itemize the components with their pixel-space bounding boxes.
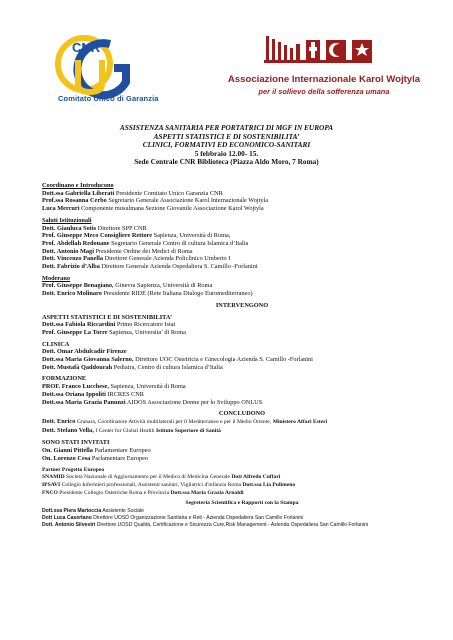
title-line-3: CLINICI, FORMATIVI ED ECONOMICO-SANITARI	[142, 140, 311, 150]
partner-role: Collegio Infermieri professionali, Assistenti sanitari, Vigilatrici d'infanzia Roma	[61, 481, 242, 488]
staff-role: Direttore UOSD Organizzazione Sanitaria e Reti - Azienda Ospedaliera San Camillo Forlanini	[93, 515, 304, 522]
partner-contact: Dott.ssa Lia Pulimeno	[242, 481, 296, 488]
list-item	[42, 240, 442, 248]
speaker-affiliation: Ministero Affari Esteri	[272, 418, 328, 425]
speaker-role: Sapienza, Universita’ di Roma	[109, 328, 186, 336]
speaker-name: Dott.ssa Fabiola Riccardini	[42, 321, 116, 329]
speaker-role: Ginevra Sapienza, Università di Roma	[115, 282, 213, 290]
list-item	[42, 255, 442, 263]
speaker-name: Dott.ssa Gabriella Liberati	[42, 189, 115, 197]
list-item	[42, 427, 442, 436]
cug-logo-text: CNR	[72, 40, 101, 55]
speaker-name: Dott.ssa Oriana Ippoliti	[42, 390, 106, 398]
speaker-name: Dott. Antonio Magi	[42, 247, 94, 255]
list-item	[42, 418, 442, 427]
list-item	[42, 197, 442, 205]
speaker-name: Dott. Stefano Vella,	[42, 426, 94, 434]
speaker-name: On. Gianni Pittella	[42, 447, 93, 455]
list-item	[42, 364, 442, 372]
partner-name: SNAMID	[42, 474, 65, 481]
speaker-role: Presidente RIDE (Rete Italiana Dialogo Euromediterraneo)	[103, 290, 253, 298]
list-item	[42, 225, 442, 233]
speaker-role: Parlamentare Europeo	[94, 447, 151, 455]
staff-name: Dott. Antonio Silvestri	[42, 522, 96, 529]
section-heading-coordinano: Coordinano e Introducono	[42, 182, 114, 189]
list-item	[42, 232, 442, 240]
speaker-name: On. Lorenzo Cesa	[42, 454, 91, 462]
speaker-name: Dott.ssa Maria Grazia Panunzi	[42, 398, 126, 406]
speaker-name: Dott. Fabrizio d’Alba	[42, 263, 100, 271]
speaker-name: Dott. Enrico Molinaro	[42, 290, 102, 298]
section-heading-aspetti: ASPETTI STATISTICI E DI SOSTENIBILITA’	[42, 313, 173, 321]
speaker-name: Dott. Gianluca Sotis	[42, 224, 97, 232]
partner-role: Società Nazionale di Aggiornamento per il Medico di Medicina Generale	[66, 474, 230, 481]
list-item	[42, 474, 442, 482]
speaker-role: Granara, Coordinatore Attività multilaterali per il Mediterraneo e per il Medio Oriente,	[76, 418, 272, 425]
speaker-role: Direttore SPP CNR	[97, 224, 147, 232]
list-item	[42, 290, 442, 298]
section-heading-partner: Partner Progetto Europeo	[42, 466, 105, 473]
speaker-name: Dott.ssa Maria Giovanna Salerno,	[42, 356, 134, 364]
list-item	[42, 490, 442, 498]
section-heading-intervengono: INTERVENGONO	[215, 301, 269, 309]
speaker-role: AIDOS Associazione Donne per lo Sviluppo ONLUS	[126, 398, 263, 406]
title-line-1: ASSISTENZA SANITARIA PER PORTATRICI DI MGF IN EUROPA	[119, 123, 334, 132]
speaker-name: PROF. Franco Lucchese,	[42, 383, 109, 391]
staff-role: Direttore UOSD Qualità, Certificazione e Sicurezza Cure,Risk Management - Azienda Ospedaliera San Camillo Forlanini	[96, 522, 368, 529]
list-item	[42, 391, 442, 399]
speaker-name: Dott. Enrico	[42, 417, 76, 425]
section-heading-formazione: FORMAZIONE	[42, 375, 87, 383]
list-item	[42, 522, 442, 529]
akw-subtitle: per il sollievo della sofferenza umana	[258, 87, 390, 96]
cug-subtitle: Comitato Unico di Garanzia	[58, 94, 159, 103]
list-item	[42, 205, 442, 213]
speaker-role: Segretario Generale Associazione Karol Internazionale Wojtyla	[108, 197, 269, 205]
staff-name: Dott.ssa Piera Martoccia	[42, 508, 102, 515]
partner-role: Presidente Collegio Ostetriche Roma e Provincia	[59, 489, 170, 496]
speaker-role: Pediatra, Centro di cultura Islamica d’Italia	[113, 363, 223, 371]
speaker-name: Prof. Giuseppe La Torre	[42, 328, 108, 336]
staff-role: Assistente Sociale	[102, 508, 144, 515]
speaker-role: Direttore Generale Azienda Policlinico Umberto I	[104, 255, 231, 263]
list-item	[42, 447, 442, 455]
title-line-2: ASPETTI STATISTICI E DI SOSTENIBILITA’	[153, 131, 300, 141]
akw-name: Associazione Internazionale Karol Wojtyla	[227, 74, 421, 85]
list-item	[42, 190, 442, 198]
list-item	[42, 282, 442, 290]
speaker-role: Parlamentare Europeo	[91, 454, 149, 462]
speaker-role: Segretario Generale Centro di cultura Islamica d’Italia	[111, 239, 249, 247]
speaker-name: Dott. Omar Abdulcadir Firenze	[42, 348, 127, 356]
section-heading-moderano: Moderano	[42, 274, 70, 282]
speaker-role: Direttore Generale Azienda Ospedaliera S. Camillo -Forlanini	[101, 263, 258, 271]
speaker-role: IRCRES CNR	[107, 390, 145, 398]
list-item	[42, 248, 442, 256]
list-item	[42, 508, 442, 515]
speaker-name: Luca Mercuri	[42, 205, 80, 213]
list-item	[42, 383, 442, 391]
speaker-role: Componente musulmana Sezione Giovanile Associazione Karol Wojtyla	[81, 205, 264, 213]
event-venue: Sede Centrale CNR Biblioteca (Piazza Aldo Moro, 7 Roma)	[134, 157, 319, 167]
partner-name: FNCO	[42, 489, 58, 496]
speaker-role: Primo Ricercatore Istat	[116, 321, 176, 329]
section-heading-concludono: CONCLUDONO	[218, 410, 266, 418]
speaker-name: Dott. Vincenzo Panella	[42, 255, 104, 263]
speaker-role: Presidente Ordine dei Medici di Roma	[95, 247, 193, 255]
event-date: 5 febbraio 12.00- 15.	[194, 148, 259, 158]
speaker-name: Prof. Giuseppe Meco Consigliere Rettore	[42, 232, 152, 240]
speaker-name: Prof.ssa Rosanna Cerbo	[42, 197, 107, 205]
event-title-block	[40, 124, 413, 167]
partner-contact: Dott Alfredo Cuffari	[231, 474, 281, 481]
speaker-name: Prof. Giuseppe Benagiano,	[42, 282, 114, 290]
page-header	[0, 0, 453, 118]
list-item	[42, 455, 442, 463]
list-item	[42, 329, 442, 337]
akw-logo	[258, 30, 378, 68]
list-item	[42, 482, 442, 490]
speaker-role: I Center for Global Health	[95, 427, 155, 434]
list-item	[42, 515, 442, 522]
list-item	[42, 321, 442, 329]
section-heading-clinica: CLINICA	[42, 340, 70, 348]
speaker-role: Sapienza, Università di Roma,	[153, 232, 231, 240]
speaker-role: Sapienza, Università di Roma	[110, 383, 186, 391]
list-item	[42, 356, 442, 364]
speaker-name: Dott. Mustafà Qaddourah	[42, 363, 113, 371]
speaker-name: Prof. Abdellah Redouane	[42, 239, 110, 247]
program-content	[42, 178, 442, 529]
partner-name: IPSAVI	[42, 481, 61, 488]
list-item	[42, 263, 442, 271]
section-heading-segreteria: Segreteria Scientifica e Rapporti con la Stampa	[185, 500, 299, 507]
list-item	[42, 399, 442, 407]
speaker-role: Presidente Comitato Unico Garanzia CNR	[115, 189, 223, 197]
section-heading-invitati: SONO STATI INVITATI	[42, 439, 110, 447]
list-item	[42, 348, 442, 356]
section-heading-saluti: Saluti Istituzionali	[42, 216, 92, 224]
staff-name: Dott Luca Casertano	[42, 515, 92, 522]
partner-contact: Dott.ssa Maria Grazia Arnaldi	[170, 489, 244, 496]
speaker-affiliation: Istituto Superiore di Sanità	[155, 427, 221, 434]
speaker-role: Direttore UOC Ostetricia e Ginecologia Azienda S. Camillo -Forlanini	[135, 356, 313, 364]
